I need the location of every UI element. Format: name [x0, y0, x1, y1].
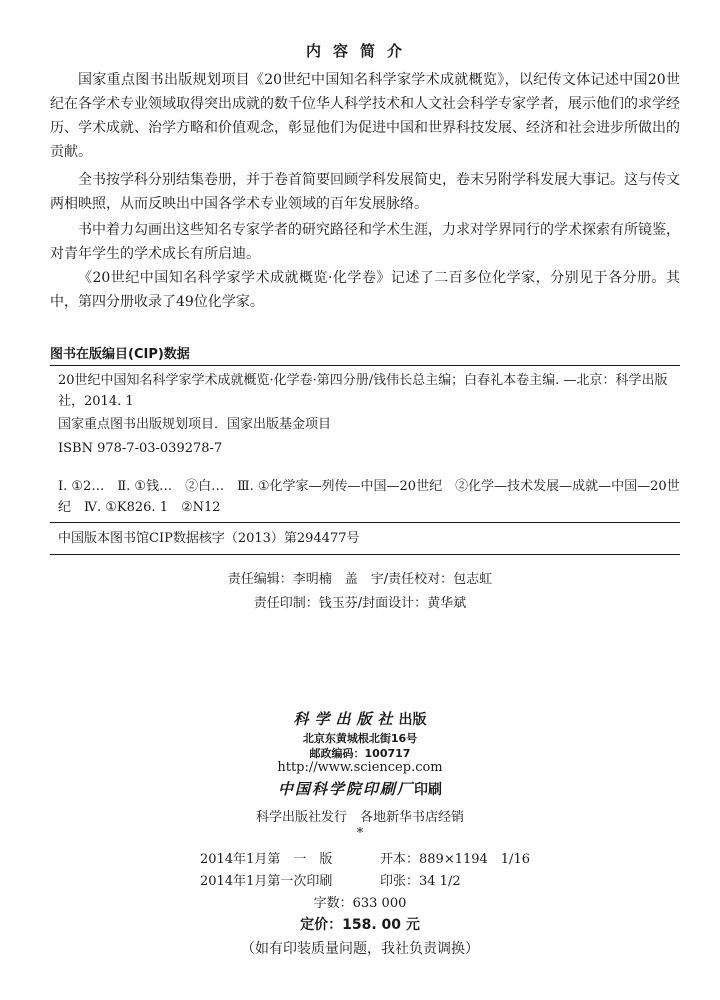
editor-credits: 责任编辑：李明楠 盖 宇/责任校对：包志虹: [227, 572, 493, 587]
summary-paragraph: 《20世纪中国知名科学家学术成就概览·化学卷》记述了二百多位化学家，分别见于各分册。其中，第四分册收录了49位化学家。: [50, 270, 680, 310]
summary-paragraph: 全书按学科分别结集卷册，并于卷首简要回顾学科发展简史，卷末另附学科发展大事记。这与传文两相映照，从而反映出中国各学术专业领域的百年发展脉络。: [50, 172, 680, 212]
publisher-url: http://www.sciencep.com: [277, 760, 443, 775]
summary-paragraph: 国家重点图书出版规划项目《20世纪中国知名科学家学术成就概览》，以纪传文体记述中国20世纪在各学术专业领域取得突出成就的数千位华人科学技术和人文社会科学专家学者，展示他们的求学经历、学术成就、治学方略和价值观念，彰显他们为促进中国和世界科技发展、经济和社会进步所做出的贡献。: [50, 72, 680, 160]
summary-paragraph: 书中着力勾画出这些知名专家学者的研究路径和学术生涯，力求对学界同行的学术探索有所镜鉴，对青年学生的学术成长有所启迪。: [50, 222, 680, 262]
publisher-address: 北京东黄城根北街16号: [302, 732, 418, 745]
format-size: 开本：889×1194 1/16: [380, 852, 530, 867]
cip-classification-line: Ⅰ. ①2… Ⅱ. ①钱… ②白… Ⅲ. ①化学家—列传—中国—20世纪 ②化学—技术发展—成就—中国—20世纪 Ⅳ. ①K826. 1 ②N12: [58, 479, 680, 515]
production-credits: 责任印制：钱玉芬/封面设计：黄华斌: [253, 596, 467, 611]
edition-date: 2014年1月第 一 版: [200, 852, 333, 867]
edition-row: [200, 848, 600, 867]
divider: [50, 365, 680, 366]
publisher-name: 科学出版社: [293, 710, 399, 728]
separator-star: *: [356, 826, 364, 841]
divider: [50, 554, 680, 555]
printer-suffix: 印刷: [414, 782, 442, 798]
cip-catalog-note: 中国版本图书馆CIP数据核字（2013）第294477号: [58, 531, 360, 546]
printer-name: 中国科学院印刷厂: [277, 780, 414, 798]
cip-isbn-line: ISBN 978-7-03-039278-7: [58, 441, 223, 456]
publisher-line: [0, 708, 720, 729]
cip-heading: 图书在版编目(CIP)数据: [50, 347, 190, 362]
divider: [50, 522, 680, 523]
publisher-postcode: 邮政编码：100717: [309, 747, 411, 760]
printing-date: 2014年1月第一次印刷: [200, 874, 333, 889]
word-count: 字数：633 000: [313, 896, 407, 911]
publisher-suffix: 出版: [398, 712, 427, 728]
cip-title-line: 20世纪中国知名科学家学术成就概览·化学卷·第四分册/钱伟长总主编；白春礼本卷主编. —北京：科学出版社，2014. 1: [58, 373, 668, 409]
distribution-line: 科学出版社发行 各地新华书店经销: [255, 810, 464, 825]
printer-line: [0, 778, 720, 799]
print-sheets: 印张：34 1/2: [380, 874, 461, 889]
price: 定价：158. 00 元: [300, 917, 420, 933]
page-title: 内容简介: [305, 42, 414, 60]
printing-row: [200, 870, 600, 889]
cip-project-line: 国家重点图书出版规划项目．国家出版基金项目: [58, 417, 332, 432]
quality-note: （如有印装质量问题，我社负责调换）: [241, 941, 479, 957]
